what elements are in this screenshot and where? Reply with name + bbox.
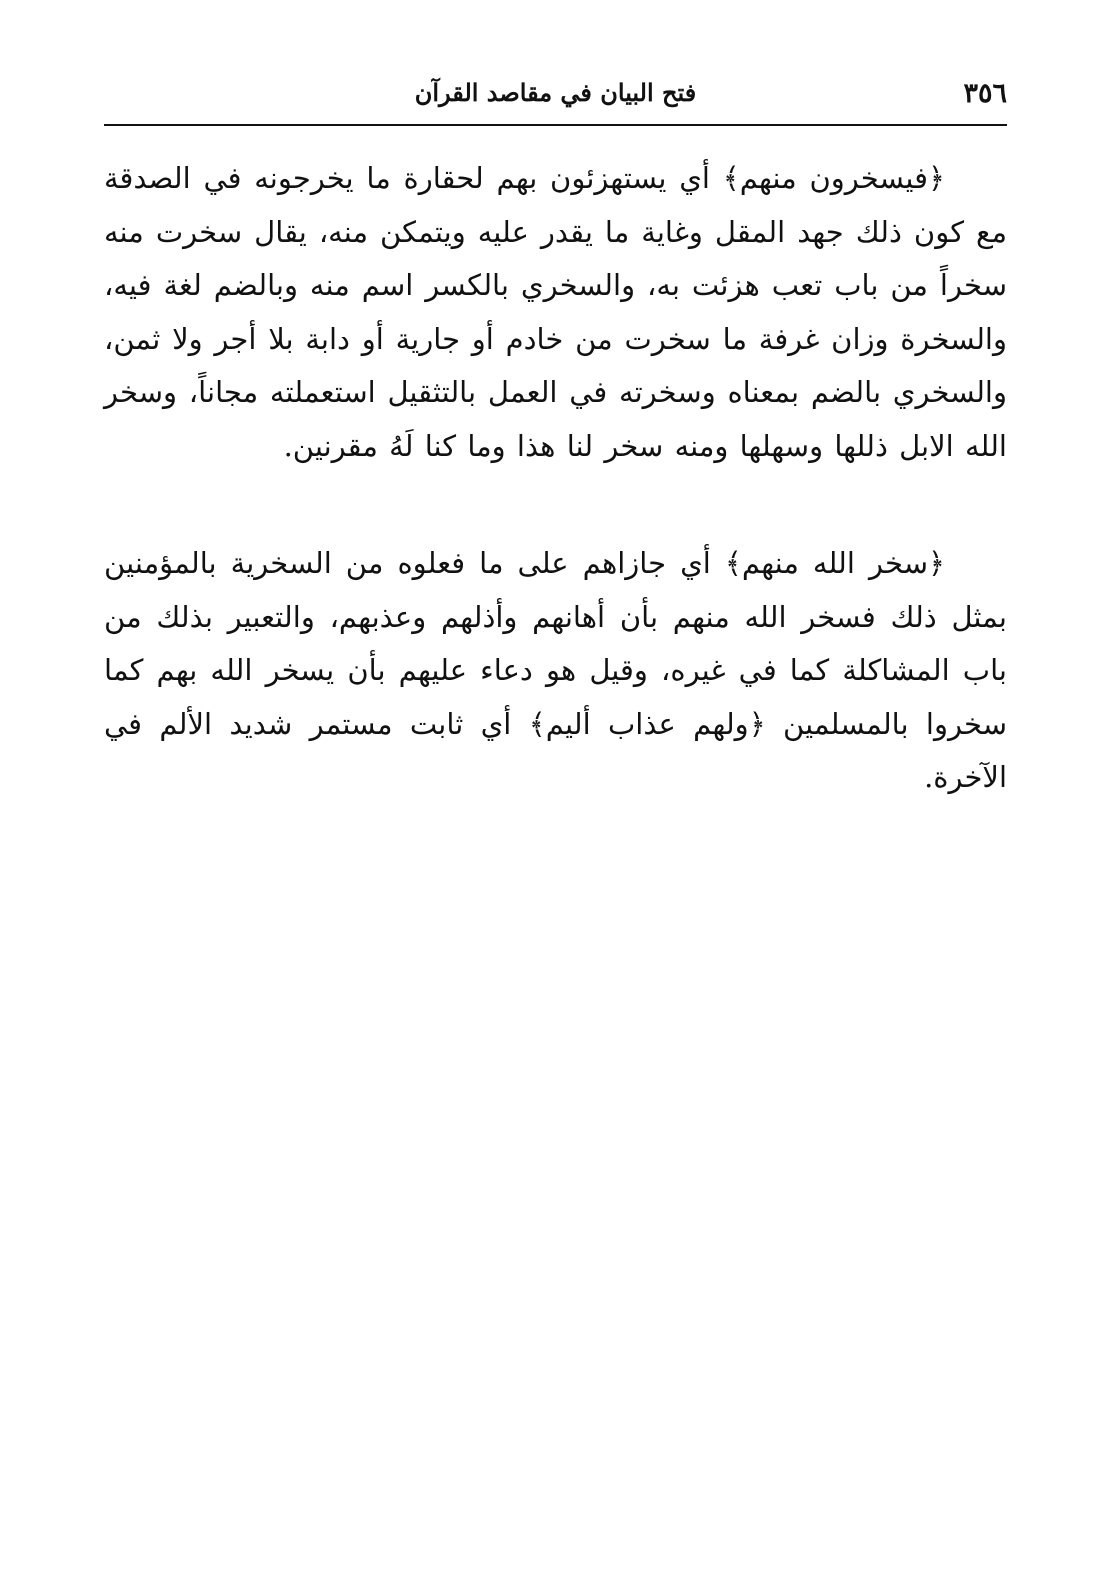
paragraph-commentary-1: ﴿فيسخرون منهم﴾ أي يستهزئون بهم لحقارة ما يخرجونه في الصدقة مع كون ذلك جهد المقل وغاية ما يقدر عليه ويتمكن منه، يقال سخرت منه سخراً من باب تعب هزئت به، والسخري بالكسر اسم منه وبالضم لغة فيه، والسخرة وزان غرفة ما سخرت من خادم أو جارية أو دابة بلا أجر ولا ثمن، والسخري بالضم بمعناه وسخرته في العمل بالتثقيل استعملته مجاناً، وسخر الله الابل ذللها وسهلها ومنه سخر لنا هذا وما كنا لَهُ مقرنين.	[104, 161, 1007, 463]
running-head	[104, 72, 1007, 122]
header-rule	[104, 124, 1007, 126]
page-number: ٣٥٦	[963, 78, 1007, 109]
book-title: فتح البيان في مقاصد القرآن	[414, 78, 697, 107]
paragraph-commentary-2: ﴿سخر الله منهم﴾ أي جازاهم على ما فعلوه من السخرية بالمؤمنين بمثل ذلك فسخر الله منهم بأن أهانهم وأذلهم وعذبهم، والتعبير بذلك من باب المشاكلة كما في غيره، وقيل هو دعاء عليهم بأن يسخر الله بهم كما سخروا بالمسلمين ﴿ولهم عذاب أليم﴾ أي ثابت مستمر شديد الألم في الآخرة.	[104, 546, 1007, 794]
